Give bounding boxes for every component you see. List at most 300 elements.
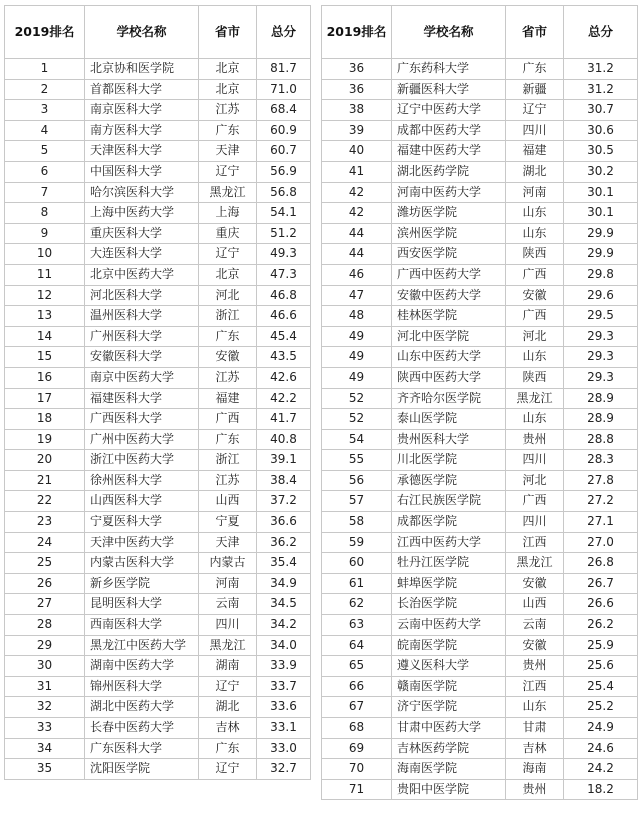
- score-cell: 32.7: [257, 759, 311, 780]
- province-cell: 云南: [199, 594, 257, 615]
- rank-cell: 36: [322, 79, 392, 100]
- rank-cell: 49: [322, 367, 392, 388]
- province-cell: 安徽: [506, 635, 564, 656]
- header-rank: 2019排名: [5, 6, 85, 59]
- table-row: [5, 223, 311, 244]
- score-cell: 34.0: [257, 635, 311, 656]
- score-cell: 51.2: [257, 223, 311, 244]
- province-cell: 江苏: [199, 470, 257, 491]
- rank-cell: 16: [5, 367, 85, 388]
- score-cell: 37.2: [257, 491, 311, 512]
- table-row: [5, 326, 311, 347]
- province-cell: 四川: [506, 450, 564, 471]
- table-row: [322, 779, 638, 800]
- province-cell: 山东: [506, 203, 564, 224]
- table-row: [322, 347, 638, 368]
- rank-cell: 46: [322, 264, 392, 285]
- province-cell: 安徽: [199, 347, 257, 368]
- province-cell: 北京: [199, 79, 257, 100]
- rank-cell: 11: [5, 264, 85, 285]
- school-name-cell: 中国医科大学: [85, 161, 199, 182]
- table-row: [322, 120, 638, 141]
- rank-cell: 25: [5, 553, 85, 574]
- school-name-cell: 沈阳医学院: [85, 759, 199, 780]
- school-name-cell: 南方医科大学: [85, 120, 199, 141]
- score-cell: 68.4: [257, 100, 311, 121]
- school-name-cell: 首都医科大学: [85, 79, 199, 100]
- table-row: [322, 676, 638, 697]
- province-cell: 山东: [506, 697, 564, 718]
- province-cell: 广西: [199, 409, 257, 430]
- province-cell: 山东: [506, 223, 564, 244]
- rank-cell: 63: [322, 615, 392, 636]
- school-name-cell: 海南医学院: [392, 759, 506, 780]
- score-cell: 56.9: [257, 161, 311, 182]
- school-name-cell: 长春中医药大学: [85, 718, 199, 739]
- table-row: [5, 182, 311, 203]
- school-name-cell: 广东医科大学: [85, 738, 199, 759]
- province-cell: 安徽: [506, 573, 564, 594]
- rank-cell: 27: [5, 594, 85, 615]
- score-cell: 28.9: [564, 388, 638, 409]
- school-name-cell: 川北医学院: [392, 450, 506, 471]
- school-name-cell: 徐州医科大学: [85, 470, 199, 491]
- province-cell: 浙江: [199, 450, 257, 471]
- rank-cell: 41: [322, 161, 392, 182]
- score-cell: 40.8: [257, 429, 311, 450]
- table-row: [322, 512, 638, 533]
- school-name-cell: 辽宁中医药大学: [392, 100, 506, 121]
- table-row: [322, 182, 638, 203]
- table-row: [322, 285, 638, 306]
- school-name-cell: 河北中医学院: [392, 326, 506, 347]
- table-row: [5, 141, 311, 162]
- province-cell: 湖北: [199, 697, 257, 718]
- score-cell: 34.5: [257, 594, 311, 615]
- header-row: [5, 6, 311, 59]
- score-cell: 46.8: [257, 285, 311, 306]
- score-cell: 26.2: [564, 615, 638, 636]
- province-cell: 黑龙江: [506, 553, 564, 574]
- score-cell: 30.5: [564, 141, 638, 162]
- header-score: 总分: [257, 6, 311, 59]
- table-row: [322, 409, 638, 430]
- school-name-cell: 锦州医科大学: [85, 676, 199, 697]
- rank-cell: 62: [322, 594, 392, 615]
- score-cell: 46.6: [257, 306, 311, 327]
- rank-cell: 26: [5, 573, 85, 594]
- school-name-cell: 哈尔滨医科大学: [85, 182, 199, 203]
- rank-cell: 35: [5, 759, 85, 780]
- score-cell: 38.4: [257, 470, 311, 491]
- score-cell: 29.8: [564, 264, 638, 285]
- school-name-cell: 新疆医科大学: [392, 79, 506, 100]
- score-cell: 29.3: [564, 347, 638, 368]
- table-row: [5, 59, 311, 80]
- table-row: [322, 429, 638, 450]
- province-cell: 贵州: [506, 779, 564, 800]
- province-cell: 甘肃: [506, 718, 564, 739]
- rank-cell: 59: [322, 532, 392, 553]
- school-name-cell: 右江民族医学院: [392, 491, 506, 512]
- school-name-cell: 遵义医科大学: [392, 656, 506, 677]
- rank-cell: 70: [322, 759, 392, 780]
- province-cell: 上海: [199, 203, 257, 224]
- rank-cell: 67: [322, 697, 392, 718]
- score-cell: 43.5: [257, 347, 311, 368]
- school-name-cell: 潍坊医学院: [392, 203, 506, 224]
- school-name-cell: 承德医学院: [392, 470, 506, 491]
- header-school-name: 学校名称: [85, 6, 199, 59]
- table-row: [5, 120, 311, 141]
- rank-cell: 12: [5, 285, 85, 306]
- table-row: [5, 512, 311, 533]
- table-row: [5, 244, 311, 265]
- score-cell: 28.9: [564, 409, 638, 430]
- school-name-cell: 贵阳中医学院: [392, 779, 506, 800]
- rank-cell: 71: [322, 779, 392, 800]
- score-cell: 18.2: [564, 779, 638, 800]
- rank-cell: 14: [5, 326, 85, 347]
- score-cell: 26.8: [564, 553, 638, 574]
- province-cell: 安徽: [506, 285, 564, 306]
- rank-cell: 6: [5, 161, 85, 182]
- province-cell: 广西: [506, 306, 564, 327]
- school-name-cell: 牡丹江医学院: [392, 553, 506, 574]
- province-cell: 吉林: [506, 738, 564, 759]
- province-cell: 海南: [506, 759, 564, 780]
- province-cell: 广西: [506, 264, 564, 285]
- province-cell: 辽宁: [199, 759, 257, 780]
- province-cell: 福建: [199, 388, 257, 409]
- school-name-cell: 桂林医学院: [392, 306, 506, 327]
- rank-cell: 36: [322, 59, 392, 80]
- rank-cell: 65: [322, 656, 392, 677]
- table-row: [322, 203, 638, 224]
- school-name-cell: 广东药科大学: [392, 59, 506, 80]
- table-row: [5, 409, 311, 430]
- score-cell: 49.3: [257, 244, 311, 265]
- rank-cell: 15: [5, 347, 85, 368]
- province-cell: 山东: [506, 347, 564, 368]
- school-name-cell: 山东中医药大学: [392, 347, 506, 368]
- province-cell: 河北: [506, 326, 564, 347]
- header-rank: 2019排名: [322, 6, 392, 59]
- rank-cell: 33: [5, 718, 85, 739]
- table-row: [5, 718, 311, 739]
- score-cell: 27.8: [564, 470, 638, 491]
- table-row: [322, 718, 638, 739]
- school-name-cell: 赣南医学院: [392, 676, 506, 697]
- table-row: [322, 244, 638, 265]
- school-name-cell: 西南医科大学: [85, 615, 199, 636]
- rank-cell: 5: [5, 141, 85, 162]
- school-name-cell: 新乡医学院: [85, 573, 199, 594]
- table-row: [5, 738, 311, 759]
- score-cell: 35.4: [257, 553, 311, 574]
- rank-cell: 49: [322, 326, 392, 347]
- table-row: [5, 285, 311, 306]
- table-row: [5, 573, 311, 594]
- table-row: [5, 697, 311, 718]
- table-row: [5, 264, 311, 285]
- school-name-cell: 成都医学院: [392, 512, 506, 533]
- rank-cell: 52: [322, 409, 392, 430]
- table-row: [322, 161, 638, 182]
- table-row: [322, 388, 638, 409]
- school-name-cell: 南京中医药大学: [85, 367, 199, 388]
- rank-cell: 1: [5, 59, 85, 80]
- province-cell: 山西: [199, 491, 257, 512]
- score-cell: 33.9: [257, 656, 311, 677]
- province-cell: 四川: [199, 615, 257, 636]
- province-cell: 陕西: [506, 367, 564, 388]
- rank-cell: 31: [5, 676, 85, 697]
- score-cell: 29.3: [564, 326, 638, 347]
- table-row: [322, 367, 638, 388]
- score-cell: 25.2: [564, 697, 638, 718]
- school-name-cell: 陕西中医药大学: [392, 367, 506, 388]
- school-name-cell: 皖南医学院: [392, 635, 506, 656]
- table-row: [5, 367, 311, 388]
- table-row: [322, 594, 638, 615]
- province-cell: 广东: [199, 120, 257, 141]
- school-name-cell: 云南中医药大学: [392, 615, 506, 636]
- school-name-cell: 湖北医药学院: [392, 161, 506, 182]
- score-cell: 30.2: [564, 161, 638, 182]
- score-cell: 24.6: [564, 738, 638, 759]
- rank-cell: 34: [5, 738, 85, 759]
- score-cell: 36.2: [257, 532, 311, 553]
- score-cell: 33.0: [257, 738, 311, 759]
- score-cell: 29.9: [564, 223, 638, 244]
- header-score: 总分: [564, 6, 638, 59]
- table-row: [5, 553, 311, 574]
- rank-cell: 21: [5, 470, 85, 491]
- rank-cell: 55: [322, 450, 392, 471]
- school-name-cell: 山西医科大学: [85, 491, 199, 512]
- rank-cell: 64: [322, 635, 392, 656]
- rank-cell: 38: [322, 100, 392, 121]
- table-row: [5, 594, 311, 615]
- school-name-cell: 齐齐哈尔医学院: [392, 388, 506, 409]
- school-name-cell: 贵州医科大学: [392, 429, 506, 450]
- score-cell: 36.6: [257, 512, 311, 533]
- table-row: [322, 491, 638, 512]
- table-row: [5, 450, 311, 471]
- table-row: [5, 100, 311, 121]
- score-cell: 33.6: [257, 697, 311, 718]
- rank-cell: 69: [322, 738, 392, 759]
- school-name-cell: 甘肃中医药大学: [392, 718, 506, 739]
- rank-cell: 57: [322, 491, 392, 512]
- province-cell: 贵州: [506, 656, 564, 677]
- score-cell: 24.9: [564, 718, 638, 739]
- province-cell: 江苏: [199, 367, 257, 388]
- school-name-cell: 上海中医药大学: [85, 203, 199, 224]
- rank-cell: 56: [322, 470, 392, 491]
- score-cell: 29.3: [564, 367, 638, 388]
- province-cell: 河南: [199, 573, 257, 594]
- score-cell: 29.9: [564, 244, 638, 265]
- school-name-cell: 黑龙江中医药大学: [85, 635, 199, 656]
- school-name-cell: 长治医学院: [392, 594, 506, 615]
- province-cell: 浙江: [199, 306, 257, 327]
- score-cell: 41.7: [257, 409, 311, 430]
- table-row: [5, 161, 311, 182]
- score-cell: 24.2: [564, 759, 638, 780]
- rank-cell: 8: [5, 203, 85, 224]
- rank-cell: 66: [322, 676, 392, 697]
- school-name-cell: 河北医科大学: [85, 285, 199, 306]
- rank-cell: 4: [5, 120, 85, 141]
- rank-cell: 17: [5, 388, 85, 409]
- score-cell: 25.9: [564, 635, 638, 656]
- school-name-cell: 天津医科大学: [85, 141, 199, 162]
- table-row: [5, 388, 311, 409]
- header-row: [322, 6, 638, 59]
- school-name-cell: 昆明医科大学: [85, 594, 199, 615]
- rank-cell: 22: [5, 491, 85, 512]
- table-row: [5, 470, 311, 491]
- province-cell: 广东: [199, 429, 257, 450]
- province-cell: 北京: [199, 264, 257, 285]
- school-name-cell: 福建医科大学: [85, 388, 199, 409]
- school-name-cell: 广州中医药大学: [85, 429, 199, 450]
- score-cell: 34.2: [257, 615, 311, 636]
- province-cell: 北京: [199, 59, 257, 80]
- rank-cell: 20: [5, 450, 85, 471]
- rank-cell: 9: [5, 223, 85, 244]
- score-cell: 30.7: [564, 100, 638, 121]
- school-name-cell: 吉林医药学院: [392, 738, 506, 759]
- rank-cell: 24: [5, 532, 85, 553]
- rank-cell: 29: [5, 635, 85, 656]
- score-cell: 34.9: [257, 573, 311, 594]
- score-cell: 42.2: [257, 388, 311, 409]
- table-row: [5, 759, 311, 780]
- table-row: [5, 676, 311, 697]
- rank-cell: 49: [322, 347, 392, 368]
- school-name-cell: 南京医科大学: [85, 100, 199, 121]
- rank-cell: 13: [5, 306, 85, 327]
- table-row: [322, 656, 638, 677]
- rank-cell: 48: [322, 306, 392, 327]
- score-cell: 26.6: [564, 594, 638, 615]
- school-name-cell: 内蒙古医科大学: [85, 553, 199, 574]
- table-row: [5, 532, 311, 553]
- rank-cell: 7: [5, 182, 85, 203]
- province-cell: 吉林: [199, 718, 257, 739]
- province-cell: 黑龙江: [199, 635, 257, 656]
- score-cell: 33.7: [257, 676, 311, 697]
- rank-cell: 10: [5, 244, 85, 265]
- table-row: [322, 759, 638, 780]
- province-cell: 云南: [506, 615, 564, 636]
- score-cell: 60.7: [257, 141, 311, 162]
- ranking-table-left: [4, 5, 311, 780]
- table-row: [322, 264, 638, 285]
- score-cell: 42.6: [257, 367, 311, 388]
- rank-cell: 18: [5, 409, 85, 430]
- school-name-cell: 北京协和医学院: [85, 59, 199, 80]
- table-row: [322, 532, 638, 553]
- rank-cell: 40: [322, 141, 392, 162]
- table-row: [5, 491, 311, 512]
- province-cell: 陕西: [506, 244, 564, 265]
- province-cell: 广东: [199, 326, 257, 347]
- province-cell: 湖南: [199, 656, 257, 677]
- rank-cell: 3: [5, 100, 85, 121]
- school-name-cell: 济宁医学院: [392, 697, 506, 718]
- table-row: [322, 615, 638, 636]
- school-name-cell: 福建中医药大学: [392, 141, 506, 162]
- rank-cell: 68: [322, 718, 392, 739]
- rank-cell: 23: [5, 512, 85, 533]
- table-row: [5, 306, 311, 327]
- school-name-cell: 湖北中医药大学: [85, 697, 199, 718]
- school-name-cell: 滨州医学院: [392, 223, 506, 244]
- school-name-cell: 天津中医药大学: [85, 532, 199, 553]
- rank-cell: 42: [322, 182, 392, 203]
- table-row: [322, 79, 638, 100]
- score-cell: 28.8: [564, 429, 638, 450]
- table-row: [5, 635, 311, 656]
- rank-cell: 2: [5, 79, 85, 100]
- rank-cell: 39: [322, 120, 392, 141]
- school-name-cell: 湖南中医药大学: [85, 656, 199, 677]
- province-cell: 江西: [506, 532, 564, 553]
- score-cell: 39.1: [257, 450, 311, 471]
- score-cell: 56.8: [257, 182, 311, 203]
- school-name-cell: 浙江中医药大学: [85, 450, 199, 471]
- province-cell: 江西: [506, 676, 564, 697]
- score-cell: 71.0: [257, 79, 311, 100]
- school-name-cell: 北京中医药大学: [85, 264, 199, 285]
- table-row: [322, 306, 638, 327]
- table-row: [322, 141, 638, 162]
- rank-cell: 52: [322, 388, 392, 409]
- score-cell: 27.2: [564, 491, 638, 512]
- rank-cell: 32: [5, 697, 85, 718]
- province-cell: 黑龙江: [506, 388, 564, 409]
- score-cell: 33.1: [257, 718, 311, 739]
- school-name-cell: 江西中医药大学: [392, 532, 506, 553]
- score-cell: 60.9: [257, 120, 311, 141]
- school-name-cell: 宁夏医科大学: [85, 512, 199, 533]
- province-cell: 辽宁: [199, 676, 257, 697]
- table-row: [5, 203, 311, 224]
- school-name-cell: 蚌埠医学院: [392, 573, 506, 594]
- score-cell: 29.5: [564, 306, 638, 327]
- table-row: [322, 59, 638, 80]
- table-row: [5, 429, 311, 450]
- score-cell: 47.3: [257, 264, 311, 285]
- table-row: [322, 470, 638, 491]
- table-row: [5, 615, 311, 636]
- school-name-cell: 广西中医药大学: [392, 264, 506, 285]
- school-name-cell: 大连医科大学: [85, 244, 199, 265]
- table-row: [322, 697, 638, 718]
- score-cell: 31.2: [564, 79, 638, 100]
- table-row: [322, 326, 638, 347]
- rank-cell: 58: [322, 512, 392, 533]
- table-row: [322, 553, 638, 574]
- province-cell: 广西: [506, 491, 564, 512]
- rank-cell: 30: [5, 656, 85, 677]
- table-row: [322, 223, 638, 244]
- ranking-table-right: [321, 5, 638, 800]
